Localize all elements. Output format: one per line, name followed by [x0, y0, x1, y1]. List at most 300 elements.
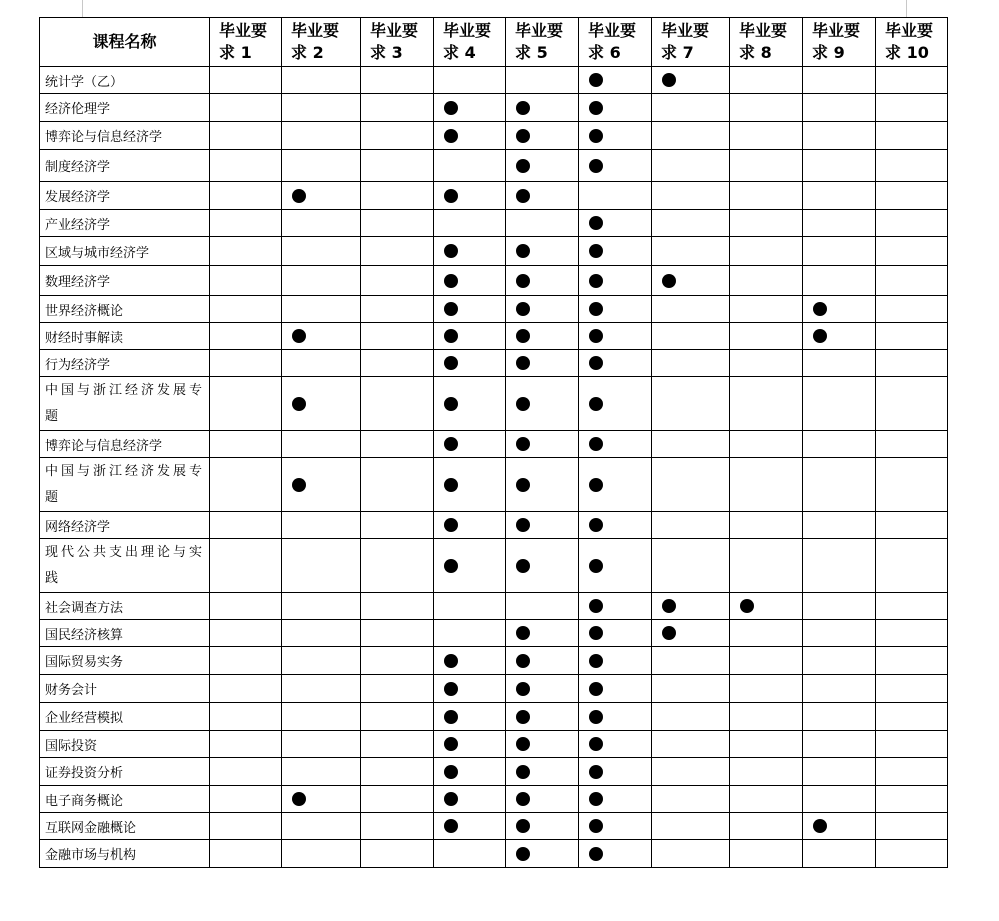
requirement-cell-9	[803, 237, 876, 266]
requirement-cell-1	[210, 350, 282, 377]
requirement-cell-10	[876, 758, 948, 786]
requirement-cell-1	[210, 813, 282, 840]
requirement-cell-7	[652, 266, 730, 296]
bullet-mark-icon	[444, 654, 458, 668]
requirement-cell-1	[210, 266, 282, 296]
requirement-cell-10	[876, 296, 948, 323]
requirement-cell-8	[730, 786, 803, 813]
requirement-cell-5	[506, 758, 579, 786]
requirement-cell-9	[803, 731, 876, 758]
requirement-cell-8	[730, 323, 803, 350]
requirement-cell-9	[803, 210, 876, 237]
table-row	[40, 731, 948, 758]
requirement-cell-5	[506, 182, 579, 210]
requirement-cell-3	[361, 539, 434, 593]
table-row	[40, 67, 948, 94]
course-name-cell: 社会调查方法	[40, 593, 210, 620]
bullet-mark-icon	[444, 682, 458, 696]
requirement-cell-5	[506, 458, 579, 512]
requirement-cell-10	[876, 431, 948, 458]
requirement-cell-5	[506, 703, 579, 731]
requirement-cell-2	[282, 786, 361, 813]
requirement-cell-6	[579, 67, 652, 94]
requirement-cell-7	[652, 431, 730, 458]
requirement-cell-9	[803, 150, 876, 182]
requirement-cell-5	[506, 731, 579, 758]
requirement-cell-2	[282, 620, 361, 647]
requirement-cell-8	[730, 122, 803, 150]
requirement-cell-2	[282, 593, 361, 620]
bullet-mark-icon	[444, 356, 458, 370]
requirement-cell-10	[876, 703, 948, 731]
requirement-header-9: 毕业要 求 9	[803, 18, 876, 67]
requirement-cell-2	[282, 512, 361, 539]
requirement-cell-2	[282, 296, 361, 323]
course-name-cell: 中国与浙江经济发展专题	[40, 458, 210, 512]
course-name-cell: 网络经济学	[40, 512, 210, 539]
requirement-cell-5	[506, 840, 579, 868]
requirement-cell-2	[282, 813, 361, 840]
requirement-cell-2	[282, 458, 361, 512]
bullet-mark-icon	[292, 329, 306, 343]
requirement-cell-1	[210, 675, 282, 703]
requirement-cell-3	[361, 731, 434, 758]
table-row	[40, 182, 948, 210]
course-name-cell: 国际投资	[40, 731, 210, 758]
requirement-cell-2	[282, 703, 361, 731]
requirement-cell-6	[579, 323, 652, 350]
requirement-cell-3	[361, 377, 434, 431]
requirement-cell-3	[361, 350, 434, 377]
requirement-header-5: 毕业要 求 5	[506, 18, 579, 67]
requirement-cell-3	[361, 593, 434, 620]
bullet-mark-icon	[813, 329, 827, 343]
requirement-cell-3	[361, 237, 434, 266]
requirement-cell-2	[282, 840, 361, 868]
requirement-cell-6	[579, 539, 652, 593]
requirement-cell-3	[361, 67, 434, 94]
requirement-cell-7	[652, 94, 730, 122]
requirement-header-1: 毕业要 求 1	[210, 18, 282, 67]
requirement-cell-4	[434, 94, 506, 122]
requirement-header-3: 毕业要 求 3	[361, 18, 434, 67]
page-corner-mark-right	[906, 0, 907, 17]
bullet-mark-icon	[444, 737, 458, 751]
requirement-cell-7	[652, 182, 730, 210]
requirement-cell-6	[579, 237, 652, 266]
requirement-cell-4	[434, 237, 506, 266]
requirement-cell-6	[579, 758, 652, 786]
requirement-cell-9	[803, 647, 876, 675]
requirement-cell-2	[282, 647, 361, 675]
requirement-cell-7	[652, 323, 730, 350]
course-name-cell: 世界经济概论	[40, 296, 210, 323]
requirement-cell-3	[361, 758, 434, 786]
requirement-cell-9	[803, 758, 876, 786]
table-row	[40, 758, 948, 786]
bullet-mark-icon	[444, 518, 458, 532]
bullet-mark-icon	[444, 329, 458, 343]
table-row	[40, 675, 948, 703]
requirement-cell-1	[210, 67, 282, 94]
table-row	[40, 266, 948, 296]
bullet-mark-icon	[740, 599, 754, 613]
bullet-mark-icon	[589, 847, 603, 861]
requirement-cell-3	[361, 647, 434, 675]
course-name-cell: 电子商务概论	[40, 786, 210, 813]
bullet-mark-icon	[516, 329, 530, 343]
requirement-cell-3	[361, 296, 434, 323]
table-row	[40, 512, 948, 539]
table-row	[40, 296, 948, 323]
course-name-cell: 产业经济学	[40, 210, 210, 237]
requirement-cell-4	[434, 431, 506, 458]
requirement-cell-10	[876, 786, 948, 813]
bullet-mark-icon	[589, 478, 603, 492]
requirement-cell-4	[434, 377, 506, 431]
requirement-cell-2	[282, 237, 361, 266]
bullet-mark-icon	[589, 302, 603, 316]
requirement-header-7: 毕业要 求 7	[652, 18, 730, 67]
requirement-cell-7	[652, 593, 730, 620]
bullet-mark-icon	[444, 129, 458, 143]
requirement-cell-2	[282, 67, 361, 94]
table-row	[40, 458, 948, 512]
requirement-cell-3	[361, 703, 434, 731]
requirement-cell-8	[730, 647, 803, 675]
requirement-cell-7	[652, 350, 730, 377]
requirement-cell-3	[361, 323, 434, 350]
table-row	[40, 703, 948, 731]
requirement-cell-9	[803, 703, 876, 731]
bullet-mark-icon	[589, 599, 603, 613]
requirement-cell-10	[876, 323, 948, 350]
requirement-cell-3	[361, 786, 434, 813]
requirement-cell-1	[210, 323, 282, 350]
requirement-cell-7	[652, 620, 730, 647]
requirement-cell-9	[803, 350, 876, 377]
requirement-cell-6	[579, 786, 652, 813]
course-name-cell: 金融市场与机构	[40, 840, 210, 868]
requirement-cell-1	[210, 786, 282, 813]
requirement-cell-1	[210, 458, 282, 512]
requirement-cell-9	[803, 620, 876, 647]
table-row	[40, 350, 948, 377]
requirement-cell-5	[506, 323, 579, 350]
requirement-header-6: 毕业要 求 6	[579, 18, 652, 67]
requirement-cell-10	[876, 840, 948, 868]
requirement-cell-2	[282, 431, 361, 458]
requirement-cell-6	[579, 296, 652, 323]
requirement-cell-8	[730, 94, 803, 122]
bullet-mark-icon	[444, 559, 458, 573]
course-requirement-matrix	[39, 17, 948, 868]
requirement-cell-1	[210, 758, 282, 786]
requirement-cell-7	[652, 813, 730, 840]
requirement-cell-8	[730, 150, 803, 182]
course-name-cell: 现代公共支出理论与实践	[40, 539, 210, 593]
bullet-mark-icon	[516, 518, 530, 532]
requirement-cell-10	[876, 813, 948, 840]
requirement-cell-4	[434, 296, 506, 323]
bullet-mark-icon	[589, 437, 603, 451]
requirement-cell-4	[434, 323, 506, 350]
bullet-mark-icon	[589, 397, 603, 411]
requirement-cell-4	[434, 620, 506, 647]
requirement-cell-10	[876, 731, 948, 758]
bullet-mark-icon	[589, 129, 603, 143]
requirement-cell-1	[210, 122, 282, 150]
requirement-cell-4	[434, 786, 506, 813]
requirement-cell-7	[652, 122, 730, 150]
bullet-mark-icon	[516, 626, 530, 640]
table-row	[40, 840, 948, 868]
requirement-cell-10	[876, 266, 948, 296]
table-row	[40, 323, 948, 350]
requirement-cell-7	[652, 786, 730, 813]
requirement-cell-10	[876, 647, 948, 675]
requirement-cell-9	[803, 840, 876, 868]
course-name-header: 课程名称	[40, 18, 210, 67]
requirement-cell-2	[282, 266, 361, 296]
requirement-cell-8	[730, 266, 803, 296]
requirement-cell-3	[361, 266, 434, 296]
course-name-cell: 区域与城市经济学	[40, 237, 210, 266]
table-row	[40, 431, 948, 458]
requirement-cell-8	[730, 813, 803, 840]
requirement-cell-5	[506, 675, 579, 703]
requirement-cell-5	[506, 786, 579, 813]
requirement-cell-6	[579, 675, 652, 703]
course-name-cell: 博弈论与信息经济学	[40, 122, 210, 150]
requirement-cell-10	[876, 512, 948, 539]
requirement-cell-8	[730, 512, 803, 539]
requirement-cell-8	[730, 758, 803, 786]
bullet-mark-icon	[444, 397, 458, 411]
table-row	[40, 94, 948, 122]
table-row	[40, 377, 948, 431]
requirement-cell-7	[652, 647, 730, 675]
requirement-cell-7	[652, 296, 730, 323]
requirement-cell-10	[876, 67, 948, 94]
bullet-mark-icon	[516, 682, 530, 696]
bullet-mark-icon	[589, 682, 603, 696]
requirement-cell-1	[210, 431, 282, 458]
requirement-cell-6	[579, 377, 652, 431]
bullet-mark-icon	[444, 437, 458, 451]
requirement-header-8: 毕业要 求 8	[730, 18, 803, 67]
bullet-mark-icon	[444, 478, 458, 492]
requirement-cell-3	[361, 210, 434, 237]
bullet-mark-icon	[662, 274, 676, 288]
requirement-cell-8	[730, 431, 803, 458]
requirement-cell-2	[282, 94, 361, 122]
table-row	[40, 122, 948, 150]
requirement-cell-8	[730, 539, 803, 593]
requirement-cell-1	[210, 150, 282, 182]
requirement-cell-8	[730, 350, 803, 377]
requirement-cell-6	[579, 731, 652, 758]
bullet-mark-icon	[516, 159, 530, 173]
requirement-cell-9	[803, 813, 876, 840]
requirement-cell-7	[652, 512, 730, 539]
course-name-cell: 制度经济学	[40, 150, 210, 182]
requirement-cell-7	[652, 150, 730, 182]
requirement-cell-10	[876, 675, 948, 703]
requirement-cell-5	[506, 296, 579, 323]
requirement-header-10: 毕业要 求 10	[876, 18, 948, 67]
requirement-cell-10	[876, 458, 948, 512]
requirement-cell-4	[434, 539, 506, 593]
bullet-mark-icon	[444, 274, 458, 288]
requirement-cell-6	[579, 647, 652, 675]
requirement-header-4: 毕业要 求 4	[434, 18, 506, 67]
course-name-cell: 证券投资分析	[40, 758, 210, 786]
requirement-cell-10	[876, 150, 948, 182]
course-name-cell: 财经时事解读	[40, 323, 210, 350]
requirement-header-2: 毕业要 求 2	[282, 18, 361, 67]
requirement-cell-6	[579, 122, 652, 150]
bullet-mark-icon	[589, 792, 603, 806]
requirement-cell-1	[210, 840, 282, 868]
header-row	[40, 18, 948, 67]
requirement-cell-8	[730, 840, 803, 868]
requirement-cell-4	[434, 67, 506, 94]
requirement-cell-3	[361, 182, 434, 210]
bullet-mark-icon	[516, 847, 530, 861]
requirement-cell-6	[579, 210, 652, 237]
requirement-cell-9	[803, 431, 876, 458]
requirement-cell-5	[506, 539, 579, 593]
bullet-mark-icon	[444, 189, 458, 203]
requirement-cell-5	[506, 67, 579, 94]
bullet-mark-icon	[589, 274, 603, 288]
requirement-cell-3	[361, 150, 434, 182]
bullet-mark-icon	[813, 819, 827, 833]
requirement-cell-1	[210, 620, 282, 647]
requirement-cell-10	[876, 182, 948, 210]
requirement-cell-1	[210, 296, 282, 323]
requirement-cell-6	[579, 620, 652, 647]
requirement-cell-4	[434, 731, 506, 758]
requirement-cell-4	[434, 512, 506, 539]
requirement-cell-5	[506, 431, 579, 458]
table-row	[40, 150, 948, 182]
requirement-cell-4	[434, 758, 506, 786]
requirement-cell-6	[579, 150, 652, 182]
requirement-cell-5	[506, 266, 579, 296]
requirement-cell-10	[876, 593, 948, 620]
requirement-cell-7	[652, 703, 730, 731]
bullet-mark-icon	[589, 765, 603, 779]
requirement-cell-1	[210, 94, 282, 122]
table-row	[40, 620, 948, 647]
course-name-cell: 发展经济学	[40, 182, 210, 210]
requirement-cell-9	[803, 296, 876, 323]
requirement-cell-8	[730, 675, 803, 703]
requirement-cell-4	[434, 593, 506, 620]
requirement-cell-1	[210, 703, 282, 731]
requirement-cell-9	[803, 67, 876, 94]
requirement-cell-2	[282, 210, 361, 237]
requirement-cell-10	[876, 350, 948, 377]
requirement-cell-6	[579, 431, 652, 458]
requirement-cell-7	[652, 377, 730, 431]
requirement-cell-3	[361, 94, 434, 122]
table-row	[40, 786, 948, 813]
requirement-cell-4	[434, 266, 506, 296]
bullet-mark-icon	[813, 302, 827, 316]
requirement-cell-4	[434, 840, 506, 868]
bullet-mark-icon	[662, 626, 676, 640]
requirement-cell-9	[803, 675, 876, 703]
requirement-cell-1	[210, 237, 282, 266]
requirement-cell-2	[282, 539, 361, 593]
bullet-mark-icon	[516, 437, 530, 451]
bullet-mark-icon	[292, 397, 306, 411]
bullet-mark-icon	[444, 101, 458, 115]
requirement-cell-4	[434, 675, 506, 703]
requirement-cell-3	[361, 122, 434, 150]
table-row	[40, 593, 948, 620]
requirement-cell-10	[876, 122, 948, 150]
requirement-cell-6	[579, 813, 652, 840]
requirement-cell-9	[803, 122, 876, 150]
requirement-cell-1	[210, 210, 282, 237]
requirement-cell-5	[506, 813, 579, 840]
requirement-cell-6	[579, 350, 652, 377]
requirement-cell-2	[282, 150, 361, 182]
course-name-cell: 经济伦理学	[40, 94, 210, 122]
course-name-cell: 数理经济学	[40, 266, 210, 296]
bullet-mark-icon	[589, 559, 603, 573]
requirement-cell-6	[579, 512, 652, 539]
table-row	[40, 210, 948, 237]
requirement-cell-4	[434, 647, 506, 675]
requirement-cell-1	[210, 182, 282, 210]
bullet-mark-icon	[516, 819, 530, 833]
requirement-cell-4	[434, 703, 506, 731]
requirement-cell-10	[876, 94, 948, 122]
requirement-cell-7	[652, 210, 730, 237]
requirement-cell-6	[579, 266, 652, 296]
requirement-cell-8	[730, 210, 803, 237]
requirement-cell-3	[361, 675, 434, 703]
bullet-mark-icon	[589, 737, 603, 751]
table-row	[40, 237, 948, 266]
requirement-cell-2	[282, 731, 361, 758]
course-name-cell: 企业经营模拟	[40, 703, 210, 731]
requirement-cell-7	[652, 731, 730, 758]
requirement-cell-8	[730, 377, 803, 431]
requirement-cell-3	[361, 840, 434, 868]
course-name-cell: 互联网金融概论	[40, 813, 210, 840]
bullet-mark-icon	[292, 478, 306, 492]
bullet-mark-icon	[444, 765, 458, 779]
bullet-mark-icon	[516, 792, 530, 806]
page-corner-mark-left	[82, 0, 83, 17]
bullet-mark-icon	[662, 73, 676, 87]
requirement-cell-4	[434, 458, 506, 512]
requirement-cell-5	[506, 150, 579, 182]
bullet-mark-icon	[516, 765, 530, 779]
requirement-cell-5	[506, 512, 579, 539]
requirement-cell-9	[803, 593, 876, 620]
bullet-mark-icon	[589, 356, 603, 370]
course-name-cell: 博弈论与信息经济学	[40, 431, 210, 458]
requirement-cell-4	[434, 350, 506, 377]
bullet-mark-icon	[516, 478, 530, 492]
